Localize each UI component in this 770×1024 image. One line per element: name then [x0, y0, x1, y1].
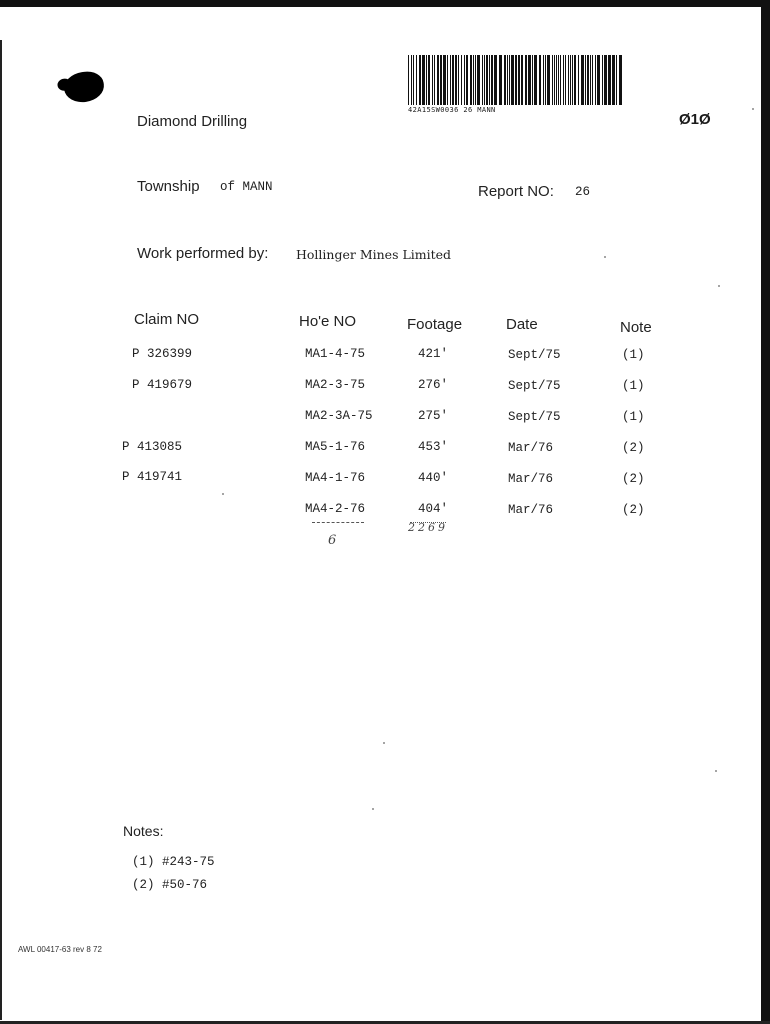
table-row-0-note: (1): [622, 348, 645, 362]
township-value: of MANN: [220, 180, 273, 194]
barcode-bar: [543, 55, 544, 105]
barcode-bar: [597, 55, 600, 105]
barcode-bar: [416, 55, 417, 105]
work-performed-label: Work performed by:: [137, 245, 269, 262]
barcode-bar: [482, 55, 483, 105]
table-row-2-hole: MA2-3A-75: [305, 409, 373, 423]
barcode-bar: [499, 55, 502, 105]
barcode-bar: [473, 55, 474, 105]
barcode-bar: [477, 55, 480, 105]
ink-blot-mark: [62, 69, 106, 104]
barcode-bar: [419, 55, 421, 105]
barcode-bar: [572, 55, 573, 105]
scan-speck: [718, 285, 720, 287]
barcode-bar: [525, 55, 527, 105]
table-row-3-note: (2): [622, 441, 645, 455]
barcode-bar: [470, 55, 472, 105]
barcode-bar: [590, 55, 591, 105]
report-label: Report NO:: [478, 183, 554, 200]
table-row-4-note: (2): [622, 472, 645, 486]
table-row-5-note: (2): [622, 503, 645, 517]
barcode-bar: [556, 55, 557, 105]
barcode-bar: [515, 55, 517, 105]
barcode-bar: [560, 55, 561, 105]
table-row-1-note: (1): [622, 379, 645, 393]
barcode-bar: [434, 55, 435, 105]
table-row-2-date: Sept/75: [508, 410, 561, 424]
scan-speck: [383, 742, 385, 744]
barcode-bar: [585, 55, 586, 105]
page-code: Ø1Ø: [679, 111, 711, 128]
table-row-4-claim: P 419741: [122, 470, 183, 484]
barcode-bar: [504, 55, 506, 105]
scan-speck: [222, 493, 224, 495]
barcode-bar: [587, 55, 589, 105]
note-item-2: (2) #50-76: [132, 878, 208, 892]
barcode-bar: [565, 55, 566, 105]
barcode-bar: [604, 55, 607, 105]
barcode-bar: [447, 55, 448, 105]
hole-total-rule: [312, 522, 364, 523]
barcode-bar: [428, 55, 430, 105]
barcode-bar: [552, 55, 553, 105]
barcode-bar: [437, 55, 439, 105]
barcode-bar: [558, 55, 559, 105]
hole-count-total: 6: [328, 533, 337, 548]
footage-total: 2269: [408, 521, 448, 534]
barcode-bar: [521, 55, 523, 105]
barcode-bar: [539, 55, 541, 105]
barcode-bar: [440, 55, 442, 105]
barcode-bar: [464, 55, 465, 105]
notes-label: Notes:: [123, 823, 164, 839]
table-row-2-note: (1): [622, 410, 645, 424]
scan-speck: [604, 256, 606, 258]
barcode-bar: [408, 55, 409, 105]
table-row-3-claim: P 413085: [122, 440, 183, 454]
table-row-4-hole: MA4-1-76: [305, 471, 366, 485]
barcode-bar: [458, 55, 459, 105]
header-note: Note: [620, 319, 652, 336]
scan-top-border: [0, 0, 770, 7]
document-title: Diamond Drilling: [137, 113, 248, 130]
note-item-1: (1) #243-75: [132, 855, 215, 869]
barcode-bar: [574, 55, 576, 105]
table-row-3-footage: 453': [418, 440, 449, 454]
barcode-bar: [426, 55, 427, 105]
table-row-5-date: Mar/76: [508, 503, 554, 517]
barcode-bar: [528, 55, 531, 105]
report-value: 26: [575, 185, 591, 199]
barcode-bar: [532, 55, 533, 105]
barcode-bar: [608, 55, 611, 105]
barcode-bar: [455, 55, 457, 105]
barcode-bar: [563, 55, 564, 105]
barcode-bar: [545, 55, 546, 105]
barcode-bar: [507, 55, 508, 105]
barcode-bar: [619, 55, 622, 105]
barcode-bar: [568, 55, 569, 105]
barcode-bar: [581, 55, 584, 105]
table-row-3-date: Mar/76: [508, 441, 554, 455]
barcode-bar: [466, 55, 468, 105]
barcode-bar: [461, 55, 462, 105]
barcode-graphic: [408, 55, 626, 105]
table-row-2-footage: 275': [418, 409, 449, 423]
barcode-bar: [518, 55, 520, 105]
header-date: Date: [506, 316, 538, 333]
table-row-5-footage: 404': [418, 502, 449, 516]
barcode-text: 42A15SW0036 26 MANN: [408, 106, 496, 114]
barcode-bar: [616, 55, 617, 105]
barcode-bar: [547, 55, 550, 105]
barcode-bar: [411, 55, 412, 105]
scan-speck: [715, 770, 717, 772]
table-row-3-hole: MA5-1-76: [305, 440, 366, 454]
table-row-1-hole: MA2-3-75: [305, 378, 366, 392]
work-performed-value: Hollinger Mines Limited: [296, 247, 452, 262]
barcode-bar: [486, 55, 488, 105]
barcode-bar: [511, 55, 514, 105]
table-row-0-hole: MA1-4-75: [305, 347, 366, 361]
table-row-4-date: Mar/76: [508, 472, 554, 486]
table-row-1-date: Sept/75: [508, 379, 561, 393]
barcode-bar: [602, 55, 603, 105]
barcode-bar: [578, 55, 579, 105]
barcode-bar: [491, 55, 493, 105]
barcode-bar: [612, 55, 615, 105]
barcode-bar: [554, 55, 555, 105]
table-row-0-date: Sept/75: [508, 348, 561, 362]
barcode-bar: [570, 55, 571, 105]
barcode-bar: [452, 55, 454, 105]
barcode-bar: [595, 55, 596, 105]
scan-left-edge: [0, 40, 2, 1020]
barcode-bar: [509, 55, 510, 105]
table-row-0-claim: P 326399: [132, 347, 193, 361]
table-row-0-footage: 421': [418, 347, 449, 361]
barcode-bar: [592, 55, 593, 105]
scan-right-border: [761, 0, 770, 1024]
scan-speck: [372, 808, 374, 810]
barcode-bar: [494, 55, 497, 105]
barcode-bar: [432, 55, 433, 105]
scan-speck: [752, 108, 754, 110]
township-label: Township: [137, 178, 200, 195]
barcode-bar: [475, 55, 476, 105]
table-row-4-footage: 440': [418, 471, 449, 485]
barcode-bar: [484, 55, 485, 105]
header-hole: Ho'e NO: [299, 313, 357, 330]
header-footage: Footage: [407, 316, 463, 333]
barcode-bar: [443, 55, 446, 105]
form-id: AWL 00417-63 rev 8 72: [18, 945, 102, 954]
header-claim: Claim NO: [134, 311, 200, 328]
table-row-1-claim: P 419679: [132, 378, 193, 392]
barcode-bar: [422, 55, 425, 105]
table-row-1-footage: 276': [418, 378, 449, 392]
barcode-bar: [413, 55, 414, 105]
barcode-bar: [489, 55, 490, 105]
table-row-5-hole: MA4-2-76: [305, 502, 366, 516]
barcode-bar: [450, 55, 451, 105]
barcode-bar: [534, 55, 537, 105]
